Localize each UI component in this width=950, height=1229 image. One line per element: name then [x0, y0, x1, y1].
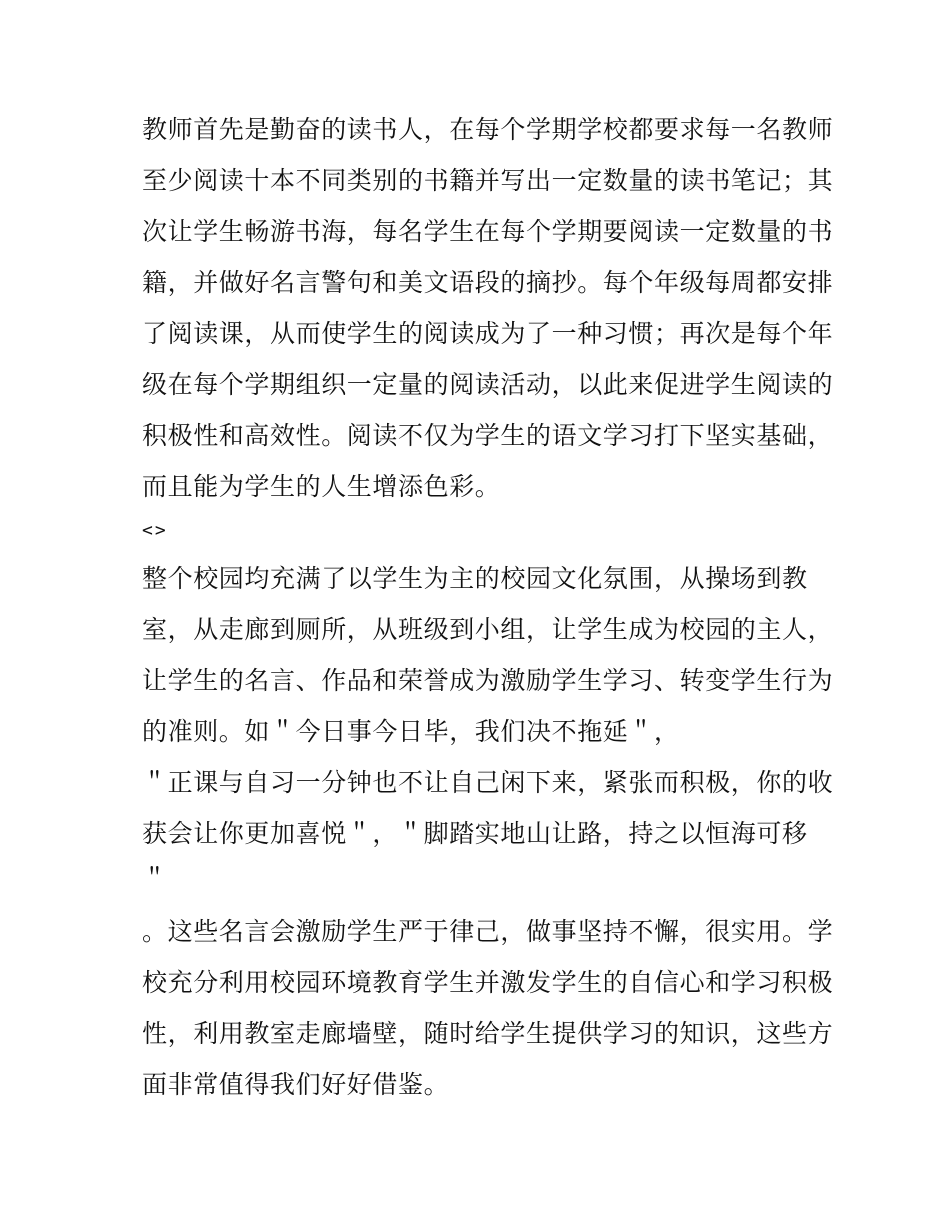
paragraph-1-line: 了阅读课，从而使学生的阅读成为了一种习惯；再次是每个年: [142, 319, 834, 348]
section-marker: <>: [142, 520, 168, 541]
paragraph-2-line: 性，利用教室走廊墙壁，随时给学生提供学习的知识，这些方: [142, 1019, 834, 1048]
paragraph-2-line: 让学生的名言、作品和荣誉成为激励学生学习、转变学生行为: [142, 666, 834, 695]
paragraph-2-line: ＂正课与自习一分钟也不让自己闲下来，紧张而积极，你的收: [142, 768, 834, 797]
paragraph-2-line: 室，从走廊到厕所，从班级到小组，让学生成为校园的主人，: [142, 615, 834, 644]
paragraph-2-line: ＂: [142, 864, 168, 893]
paragraph-1-line: 次让学生畅游书海，每名学生在每个学期要阅读一定数量的书: [142, 217, 834, 246]
paragraph-1-line: 级在每个学期组织一定量的阅读活动，以此来促进学生阅读的: [142, 370, 834, 399]
paragraph-2-line: 校充分利用校园环境教育学生并激发学生的自信心和学习积极: [142, 968, 834, 997]
paragraph-2-line: 的准则。如＂今日事今日毕，我们决不拖延＂，: [142, 717, 680, 746]
paragraph-1-line: 籍，并做好名言警句和美文语段的摘抄。每个年级每周都安排: [142, 268, 834, 297]
paragraph-2-line: 。这些名言会激励学生严于律己，做事坚持不懈，很实用。学: [142, 917, 834, 946]
paragraph-1-line: 积极性和高效性。阅读不仅为学生的语文学习打下坚实基础，: [142, 421, 834, 450]
paragraph-1-line: 至少阅读十本不同类别的书籍并写出一定数量的读书笔记；其: [142, 166, 834, 195]
paragraph-2-line: 获会让你更加喜悦＂，＂脚踏实地山让路，持之以恒海可移: [142, 819, 808, 848]
paragraph-1-line: 而且能为学生的人生增添色彩。: [142, 472, 501, 501]
paragraph-2-line: 面非常值得我们好好借鉴。: [142, 1070, 450, 1099]
paragraph-2-line: 整个校园均充满了以学生为主的校园文化氛围，从操场到教: [142, 564, 808, 593]
paragraph-1-line: 教师首先是勤奋的读书人，在每个学期学校都要求每一名教师: [142, 115, 834, 144]
